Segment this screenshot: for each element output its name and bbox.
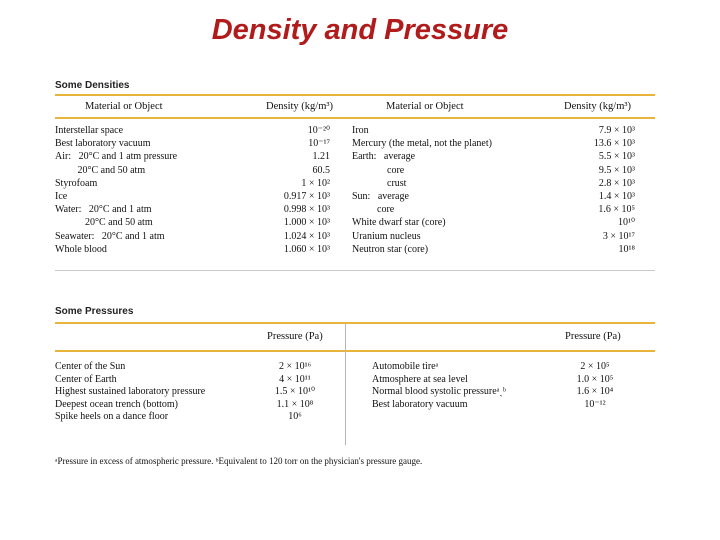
density-row-material: Neutron star (core) [352, 243, 429, 255]
pressure-row-item: Automobile tireᵃ [372, 361, 439, 372]
density-right-materials [352, 126, 572, 258]
density-header-density-left: Density (kg/m³) [266, 101, 334, 112]
density-row-value: 10¹⁸ [618, 243, 635, 255]
pressure-row-value: 1.1 × 10⁸ [276, 398, 314, 410]
pressure-row-item: Best laboratory vacuum [372, 398, 468, 410]
density-row-material: Whole blood [55, 243, 107, 255]
densities-section-title: Some Densities [55, 80, 130, 91]
density-row-value: 1.060 × 10³ [283, 243, 330, 255]
density-row-material: Seawater: 20°C and 1 atm [55, 230, 165, 242]
pressure-row-value: 1.5 × 10¹⁰ [274, 386, 316, 397]
density-row-material: Earth: average [352, 151, 416, 163]
density-row-material: 20°C and 50 atm [55, 164, 146, 176]
pressures-column-divider [345, 323, 346, 445]
pressure-row-value: 2 × 10⁵ [580, 361, 610, 372]
pressures-header-rule-top [55, 322, 655, 324]
pressures-header-rule-bottom [55, 350, 655, 352]
density-row-value: 1.21 [312, 151, 330, 163]
density-row-value: 3 × 10¹⁷ [602, 230, 635, 242]
density-row-material: Sun: average [352, 190, 409, 202]
pressure-right-items [372, 361, 572, 411]
density-row-material: Water: 20°C and 1 atm [55, 204, 152, 216]
densities-header-rule-bottom [55, 117, 655, 119]
page-title: Density and Pressure [211, 14, 509, 46]
density-row-material: White dwarf star (core) [352, 217, 446, 229]
density-row-material: Styrofoam [55, 177, 98, 189]
density-row-value: 1.024 × 10³ [283, 230, 330, 242]
pressure-row-item: Center of the Sun [55, 361, 126, 372]
density-row-value: 9.5 × 10³ [598, 164, 635, 176]
density-row-material: Air: 20°C and 1 atm pressure [55, 151, 178, 163]
density-row-material: Interstellar space [55, 125, 124, 136]
density-left-values [250, 126, 330, 258]
density-row-value: 10⁻²⁰ [307, 125, 330, 136]
density-header-material-left: Material or Object [85, 101, 163, 112]
pressure-row-item: Highest sustained laboratory pressure [55, 386, 206, 397]
pressure-row-value: 4 × 10¹¹ [279, 373, 311, 385]
density-row-value: 13.6 × 10³ [593, 138, 635, 150]
pressure-row-value: 2 × 10¹⁶ [278, 361, 312, 372]
density-row-value: 2.8 × 10³ [598, 177, 635, 189]
density-row-material: core [352, 204, 395, 216]
density-row-value: 1.000 × 10³ [283, 217, 330, 229]
density-row-value: 1 × 10² [301, 177, 330, 189]
density-row-material: Ice [55, 190, 68, 202]
pressure-row-item: Normal blood systolic pressureᵃˎᵇ [372, 386, 506, 397]
density-header-material-right: Material or Object [386, 101, 464, 112]
pressure-row-value: 1.0 × 10⁵ [576, 373, 614, 385]
density-row-value: 60.5 [312, 164, 330, 176]
density-row-value: 10⁻¹⁷ [308, 138, 330, 150]
density-row-material: Mercury (the metal, not the planet) [352, 138, 492, 150]
density-row-material: Iron [352, 125, 369, 136]
density-row-value: 0.998 × 10³ [283, 204, 330, 216]
pressure-row-item: Atmosphere at sea level [372, 373, 468, 385]
pressure-row-item: Center of Earth [55, 373, 117, 385]
density-row-value: 10¹⁰ [617, 217, 635, 229]
pressure-row-value: 10⁻¹² [584, 398, 606, 410]
pressure-right-values [550, 361, 640, 411]
density-row-value: 1.6 × 10⁵ [598, 204, 635, 216]
density-row-material: Uranium nucleus [352, 230, 421, 242]
density-row-material: 20°C and 50 atm [55, 217, 153, 229]
density-row-value: 0.917 × 10³ [283, 190, 330, 202]
pressures-footnote: ᵃPressure in excess of atmospheric pressure. ᵇEquivalent to 120 torr on the physician's pressure gauge. [55, 456, 423, 466]
density-row-material: core [352, 164, 405, 176]
pressure-left-items [55, 361, 265, 424]
density-row-value: 1.4 × 10³ [598, 190, 635, 202]
pressure-row-value: 10⁶ [288, 411, 302, 422]
density-row-value: 5.5 × 10³ [598, 151, 635, 163]
densities-bottom-rule [55, 270, 655, 271]
densities-header-rule-top [55, 94, 655, 96]
pressure-row-item: Spike heels on a dance floor [55, 411, 169, 422]
pressure-header-left: Pressure (Pa) [267, 331, 323, 342]
density-row-value: 7.9 × 10³ [598, 125, 635, 136]
density-header-density-right: Density (kg/m³) [564, 101, 632, 112]
pressure-header-right: Pressure (Pa) [565, 331, 621, 342]
pressure-row-item: Deepest ocean trench (bottom) [55, 398, 179, 410]
density-row-material: Best laboratory vacuum [55, 138, 151, 150]
pressures-section-title: Some Pressures [55, 306, 134, 317]
density-row-material: crust [352, 177, 407, 189]
density-right-values [560, 126, 635, 258]
pressure-row-value: 1.6 × 10⁴ [576, 386, 614, 397]
pressure-left-values [245, 361, 345, 424]
